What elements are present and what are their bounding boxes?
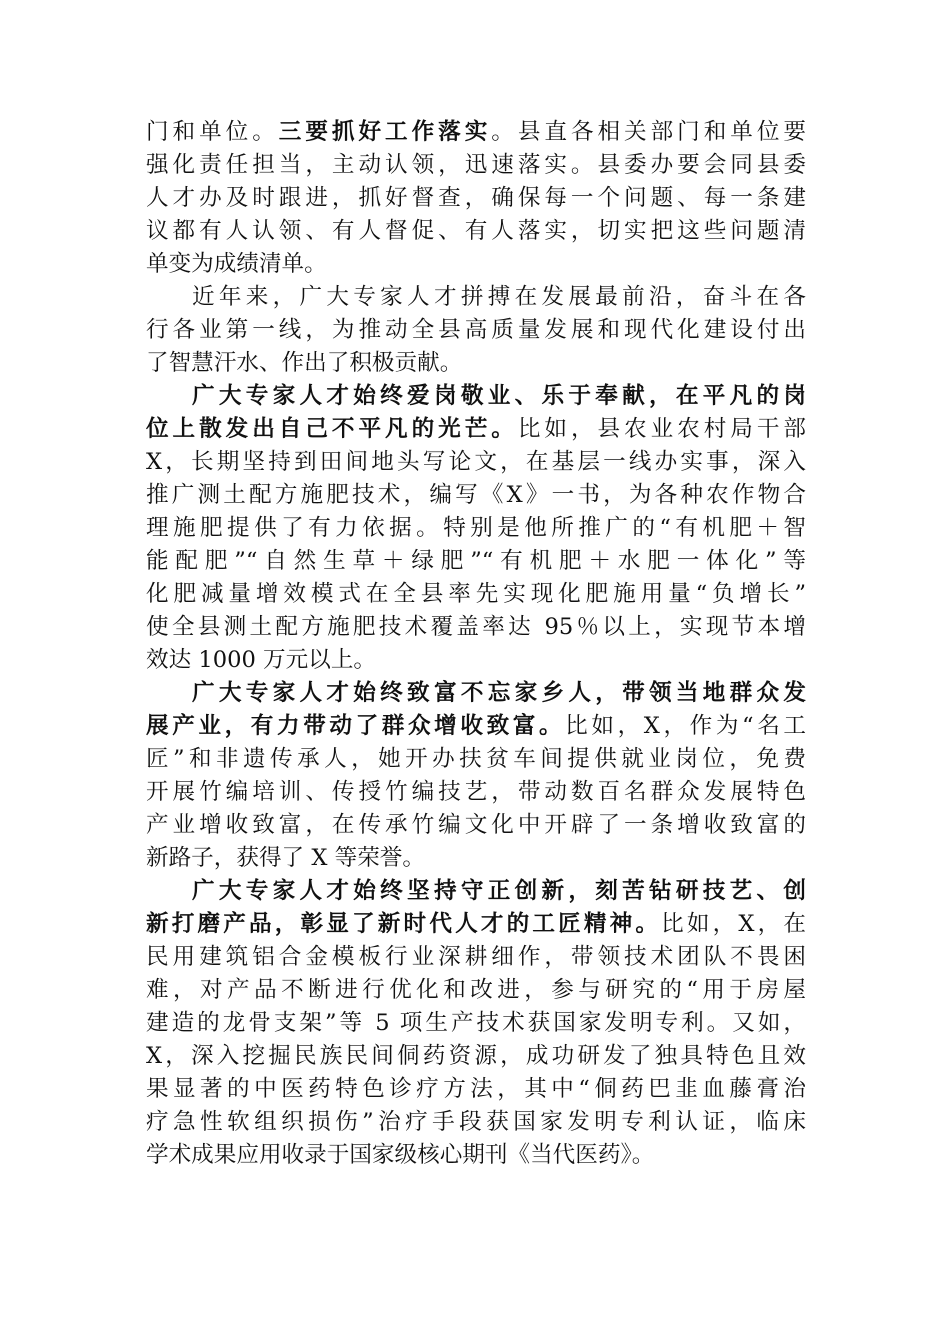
text-line [146, 116, 806, 149]
text-run: 产业增收致富，在传承竹编文化中开辟了一条增收致富的 [146, 812, 806, 838]
bold-text-run: 展产业，有力带动了群众增收致富。 [146, 713, 566, 739]
bold-text-run: 位上散发出自己不平凡的光芒。 [146, 416, 518, 442]
bold-text-run: 广大专家人才始终坚持守正创新，刻苦钻研技艺、创 [192, 878, 806, 904]
bold-text-run: 广大专家人才始终爱岗敬业、乐于奉献，在平凡的岗 [192, 383, 806, 409]
text-run: 推广测土配方施肥技术，编写《X》一书，为各种农作物合 [146, 482, 806, 508]
text-line [146, 413, 806, 446]
text-line [146, 1007, 806, 1040]
bold-text-run: 新打磨产品，彰显了新时代人才的工匠精神。 [146, 911, 662, 937]
text-line [146, 644, 806, 677]
text-line [146, 380, 806, 413]
text-run: 议都有人认领、有人督促、有人落实，切实把这些问题清 [146, 218, 806, 244]
text-run: 开展竹编培训、传授竹编技艺，带动数百名群众发展特色 [146, 779, 806, 805]
text-run: 能配肥”“自然生草＋绿肥”“有机肥＋水肥一体化”等 [146, 548, 806, 574]
text-line [146, 809, 806, 842]
text-run: 比如，县农业农村局干部 [517, 416, 807, 442]
text-line [146, 347, 806, 380]
text-run: 匠”和非遗传承人，她开办扶贫车间提供就业岗位，免费 [146, 746, 806, 772]
text-run: 单变为成绩清单。 [146, 251, 327, 277]
text-run: 新路子，获得了 X 等荣誉。 [146, 845, 425, 871]
text-line [146, 743, 806, 776]
text-run: 人才办及时跟进，抓好督查，确保每一个问题、每一条建 [146, 185, 806, 211]
text-line [146, 182, 806, 215]
text-run: 果显著的中医药特色诊疗方法，其中“侗药巴韭血藤膏治 [146, 1076, 806, 1102]
text-line [146, 1139, 806, 1172]
text-line [146, 248, 806, 281]
text-run: 比如，X，作为“名工 [565, 713, 806, 739]
text-line [146, 512, 806, 545]
text-line [146, 446, 806, 479]
text-line [146, 215, 806, 248]
text-run: 理施肥提供了有力依据。特别是他所推广的“有机肥＋智 [146, 515, 806, 541]
text-run: 学术成果应用收录于国家级核心期刊《当代医药》。 [146, 1142, 655, 1168]
text-line [146, 149, 806, 182]
text-line [146, 974, 806, 1007]
text-line [146, 479, 806, 512]
text-line [146, 1040, 806, 1073]
text-run: 近年来，广大专家人才拼搏在发展最前沿，奋斗在各 [192, 284, 806, 310]
text-line [146, 545, 806, 578]
text-run: 民用建筑铝合金模板行业深耕细作，带领技术团队不畏困 [146, 944, 806, 970]
text-line [146, 677, 806, 710]
text-line [146, 1106, 806, 1139]
text-run: X，长期坚持到田间地头写论文，在基层一线办实事，深入 [146, 449, 806, 475]
text-run: 建造的龙骨支架”等 5 项生产技术获国家发明专利。又如， [146, 1010, 806, 1036]
text-line [146, 875, 806, 908]
text-run: 强化责任担当，主动认领，迅速落实。县委办要会同县委 [146, 152, 806, 178]
text-run: 难，对产品不断进行优化和改进，参与研究的“用于房屋 [146, 977, 806, 1003]
text-line [146, 611, 806, 644]
text-run: 门和单位。 [146, 119, 279, 145]
text-line [146, 281, 806, 314]
bold-text-run: 广大专家人才始终致富不忘家乡人，带领当地群众发 [192, 680, 806, 706]
text-run: 效达 1000 万元以上。 [146, 647, 377, 673]
text-line [146, 941, 806, 974]
text-run: 行各业第一线，为推动全县高质量发展和现代化建设付出 [146, 317, 806, 343]
bold-text-run: 三要抓好工作落实 [278, 119, 492, 145]
text-run: 疗急性软组织损伤”治疗手段获国家发明专利认证，临床 [146, 1109, 806, 1135]
text-line [146, 710, 806, 743]
text-line [146, 314, 806, 347]
document-body [146, 116, 806, 1172]
text-line [146, 578, 806, 611]
text-line [146, 776, 806, 809]
text-run: 了智慧汗水、作出了积极贡献。 [146, 350, 463, 376]
text-run: X，深入挖掘民族民间侗药资源，成功研发了独具特色且效 [146, 1043, 806, 1069]
text-line [146, 908, 806, 941]
text-run: 使全县测土配方施肥技术覆盖率达 95％以上，实现节本增 [146, 614, 806, 640]
text-line [146, 842, 806, 875]
text-run: 化肥减量增效模式在全县率先实现化肥施用量“负增长” [146, 581, 806, 607]
text-line [146, 1073, 806, 1106]
text-run: 比如，X，在 [661, 911, 806, 937]
text-run: 。县直各相关部门和单位要 [491, 119, 807, 145]
